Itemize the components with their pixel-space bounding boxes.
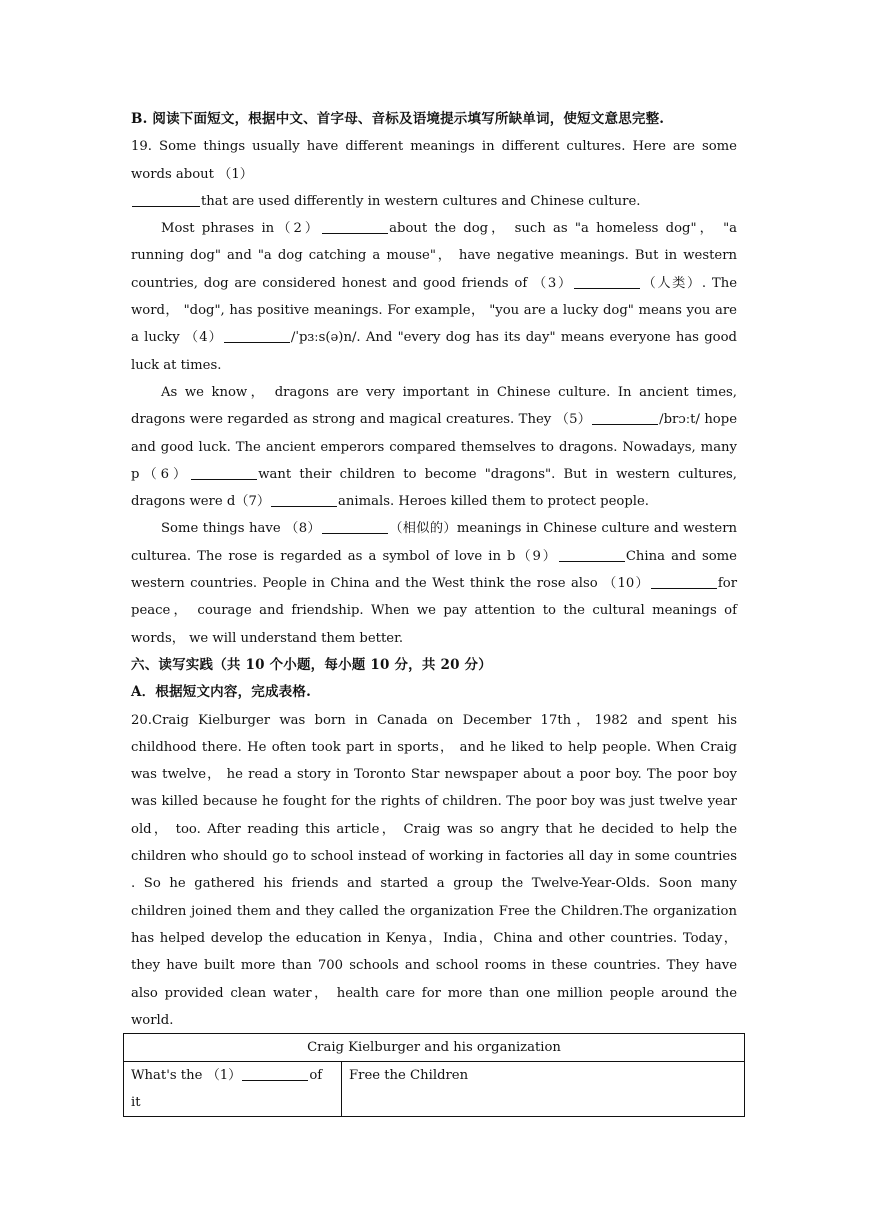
table-row [124, 1062, 745, 1117]
section-6a-heading: A．根据短文内容，完成表格. [131, 684, 311, 701]
q19-paragraph-3: As we know， dragons are very important in Chinese culture. In ancient times, dragons were regarded as strong and magical creatures. They （5） /brɔːt/ hope and good luck. The ancient emperors compared themselves to dragons. Nowadays, many p（6） want their children to become "dragons". But in western cultures, dragons were d（7） animals. Heroes killed them to protect people. [131, 384, 737, 510]
blank-7[interactable] [271, 492, 337, 507]
blank-8[interactable] [322, 519, 388, 534]
section-6-heading: 六、读写实践（共 10 个小题，每小题 10 分，共 20 分） [131, 656, 492, 673]
table-answer-cell: Free the Children [342, 1062, 745, 1117]
blank-6[interactable] [191, 465, 257, 480]
table-question-cell: What's the （1） of it [124, 1062, 342, 1117]
blank-10[interactable] [651, 574, 717, 589]
q19-paragraph-1: 19. Some things usually have different meanings in different cultures. Here are some words about （1） that are used differently in western cultures and Chinese culture. [131, 139, 737, 209]
blank-1[interactable] [132, 192, 200, 207]
blank-3[interactable] [574, 274, 640, 289]
table-blank-1[interactable] [242, 1066, 308, 1081]
q19-paragraph-4: Some things have （8） （相似的）meanings in Chinese culture and western culturea. The rose is regarded as a symbol of love in b（9） China and some western countries. People in China and the West think the rose also （10） for peace， courage and friendship. When we pay attention to the cultural meanings of words， we will understand them better. [131, 521, 737, 646]
section-b-heading: B. 阅读下面短文，根据中文、首字母、音标及语境提示填写所缺单词，使短文意思完整. [131, 111, 665, 127]
answer-table [123, 1033, 745, 1117]
blank-2[interactable] [322, 219, 388, 234]
blank-5[interactable] [592, 410, 658, 425]
q19-paragraph-2: Most phrases in（2） about the dog， such as "a homeless dog"， "a running dog" and "a dog catching a mouse"， have negative meanings. But in western countries, dog are considered honest and good friends of （3） （人类）. The word， "dog", has positive meanings. For example， "you are a lucky dog" means you are a lucky （4） /ˈpɜːs(ə)n/. And "every dog has its day" means everyone has good luck at times. [131, 221, 738, 373]
blank-9[interactable] [559, 547, 625, 562]
worksheet-page [131, 106, 737, 1034]
table-title: Craig Kielburger and his organization [124, 1034, 745, 1062]
q20-passage: 20.Craig Kielburger was born in Canada on December 17th，1982 and spent his childhood there. He often took part in sports， and he liked to help people. When Craig was twelve， he read a story in Toronto Star newspaper about a poor boy. The poor boy was killed because he fought for the rights of children. The poor boy was just twelve year old， too. After reading this article， Craig was so angry that he decided to help the children who should go to school instead of working in factories all day in some countries . So he gathered his friends and started a group the Twelve-Year-Olds. Soon many children joined them and they called the organization Free the Children.The organization has helped develop the education in Kenya，India，China and other countries. Today， they have built more than 700 schools and school rooms in these countries. They have also provided clean water， health care for more than one million people around the world. [131, 712, 737, 1028]
blank-4[interactable] [224, 328, 290, 343]
